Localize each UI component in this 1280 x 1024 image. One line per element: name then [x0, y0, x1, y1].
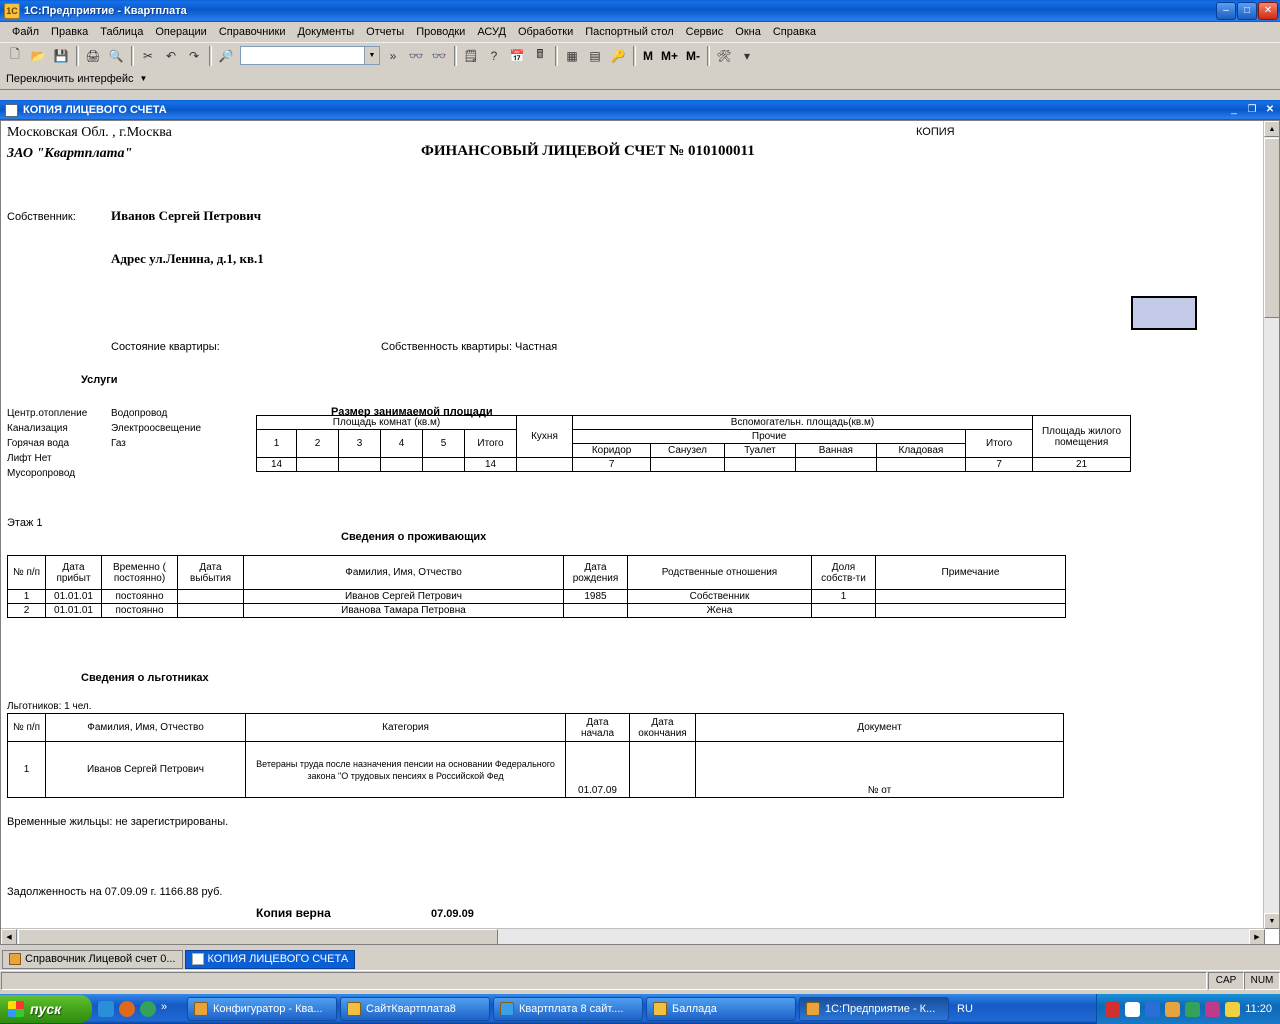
area-kitchen-value — [517, 458, 573, 472]
status-bar — [0, 970, 1280, 990]
calculator-icon[interactable]: 🖩 — [536, 47, 544, 61]
document-icon — [192, 953, 204, 965]
maximize-button[interactable]: □ — [1237, 2, 1257, 20]
res-cell: 01.01.01 — [46, 590, 102, 604]
area-bath-header: Ванная — [796, 444, 877, 458]
ben-col-num: № п/п — [8, 714, 46, 742]
app-icon — [806, 1002, 820, 1016]
area-room-3: 3 — [339, 430, 381, 458]
services-column-1 — [7, 406, 87, 481]
scroll-up-button[interactable]: ▲ — [1264, 121, 1280, 137]
tray-messenger-icon[interactable] — [1145, 1002, 1160, 1017]
tray-clock[interactable]: 11:20 — [1245, 1003, 1272, 1015]
list-icon[interactable]: ▤ — [589, 48, 601, 63]
services-title: Услуги — [81, 374, 118, 386]
temporary-residents: Временные жильцы: не зарегистрированы. — [7, 816, 229, 828]
close-button[interactable]: ✕ — [1258, 2, 1278, 20]
table-grid-icon[interactable]: ▦ — [566, 48, 578, 63]
scroll-left-button[interactable]: ◀ — [1, 929, 17, 945]
services-column-2 — [111, 406, 201, 451]
res-cell: 1 — [8, 590, 46, 604]
system-tray — [1096, 994, 1280, 1024]
menu-item-operations[interactable]: Операции — [155, 25, 207, 38]
tools-icon[interactable]: 🛠 — [716, 48, 732, 63]
benefits-table — [7, 713, 1064, 798]
area-rooms-total-value: 14 — [465, 458, 517, 472]
menu-item-reports[interactable]: Отчеты — [366, 25, 405, 38]
binoculars-icon[interactable]: 👓 — [408, 48, 424, 63]
res-cell: Собственник — [628, 590, 812, 604]
area-bathroom-unit-header: Санузел — [651, 444, 725, 458]
new-document-icon[interactable]: 🗋 — [10, 47, 20, 61]
mdi-minimize-button[interactable]: _ — [1231, 104, 1237, 115]
chevron-down-tools-icon[interactable]: ▾ — [744, 48, 751, 63]
status-message-field — [1, 972, 1207, 990]
area-room-4-value — [381, 458, 423, 472]
ben-col-end: Дата окончания — [630, 714, 696, 742]
area-group-aux: Вспомогательн. площадь(кв.м) — [573, 416, 1033, 430]
menu-item-edit[interactable]: Правка — [51, 25, 89, 38]
apartment-state-label: Состояние квартиры: — [111, 341, 220, 353]
menu-item-asud[interactable]: АСУД — [477, 25, 506, 38]
organization-label: ЗАО "Квартплата" — [7, 146, 133, 161]
print-icon[interactable]: 🖨 — [85, 48, 101, 63]
service-item: Канализация — [7, 423, 68, 434]
ben-col-fio: Фамилия, Имя, Отчество — [46, 714, 246, 742]
benefits-count: Льготников: 1 чел. — [7, 701, 92, 712]
menu-item-passport-desk[interactable]: Паспортный стол — [585, 25, 674, 38]
res-cell — [178, 590, 244, 604]
task-label: СайтКвартплата8 — [366, 1003, 456, 1015]
status-num-indicator: NUM — [1244, 972, 1280, 990]
service-item: Газ — [111, 438, 126, 449]
table-header-row — [8, 556, 1066, 590]
res-cell: постоянно — [102, 604, 178, 618]
browser-icon — [500, 1002, 514, 1016]
res-col-note: Примечание — [876, 556, 1066, 590]
tray-app-icon[interactable] — [1165, 1002, 1180, 1017]
taskbar — [0, 994, 1280, 1024]
menu-item-catalogs[interactable]: Справочники — [218, 25, 286, 38]
res-col-arrival: Дата прибыт — [46, 556, 102, 590]
help-question-icon[interactable]: ? — [490, 48, 498, 63]
benefits-title: Сведения о льготниках — [81, 672, 209, 684]
res-col-temp: Временно ( постоянно) — [102, 556, 178, 590]
tray-sync-icon[interactable] — [1185, 1002, 1200, 1017]
ben-cell: 01.07.09 — [566, 742, 630, 798]
window-tab-label: Справочник Лицевой счет 0... — [25, 953, 176, 965]
task-button-active[interactable] — [799, 997, 949, 1021]
folder-icon — [653, 1002, 667, 1016]
res-cell — [564, 604, 628, 618]
window-tab-copy-account[interactable] — [185, 950, 356, 969]
res-cell: постоянно — [102, 590, 178, 604]
quick-launch-expand-icon[interactable]: » — [161, 1001, 168, 1013]
folder-icon — [347, 1002, 361, 1016]
switch-interface-label[interactable]: Переключить интерфейс — [6, 72, 134, 85]
start-label: пуск — [30, 1001, 62, 1017]
area-corridor-header: Коридор — [573, 444, 651, 458]
area-table — [256, 415, 1131, 472]
table-row — [257, 458, 1131, 472]
interface-switch-toolbar — [0, 68, 1280, 90]
area-bathroom-unit-value — [651, 458, 725, 472]
window-list-bar — [0, 948, 1280, 970]
horizontal-scroll-thumb[interactable] — [18, 929, 498, 945]
service-item: Электроосвещение — [111, 423, 202, 434]
area-room-2: 2 — [297, 430, 339, 458]
app-icon — [194, 1002, 208, 1016]
catalog-icon — [9, 953, 21, 965]
ben-col-start: Дата начала — [566, 714, 630, 742]
vertical-scrollbar[interactable] — [1263, 121, 1279, 929]
res-cell — [812, 604, 876, 618]
table-row — [257, 416, 1131, 430]
tray-network-icon[interactable] — [1125, 1002, 1140, 1017]
windows-flag-icon — [8, 1001, 24, 1017]
scroll-down-button[interactable]: ▼ — [1264, 913, 1280, 929]
menu-item-file[interactable]: Файл — [12, 25, 40, 38]
find-next-icon[interactable]: » — [389, 48, 397, 63]
cut-icon[interactable]: ✂ — [142, 48, 154, 63]
mdi-restore-button[interactable]: ❐ — [1247, 104, 1257, 115]
task-label: Квартплата 8 сайт.... — [519, 1003, 624, 1015]
horizontal-scrollbar[interactable] — [1, 928, 1265, 944]
residents-title: Сведения о проживающих — [341, 531, 487, 543]
save-icon[interactable]: 💾 — [53, 48, 69, 63]
area-rooms-total-header: Итого — [465, 430, 517, 458]
start-button[interactable] — [0, 995, 92, 1023]
res-cell: Иванова Тамара Петровна — [244, 604, 564, 618]
table-header-row — [8, 714, 1064, 742]
selected-cell[interactable] — [1131, 296, 1197, 330]
window-tab-catalog[interactable] — [2, 950, 183, 969]
mdi-child-window — [0, 100, 1280, 940]
area-corridor-value: 7 — [573, 458, 651, 472]
memory-button[interactable]: M — [643, 48, 653, 63]
res-cell: Жена — [628, 604, 812, 618]
mdi-title-bar — [0, 100, 1280, 120]
document-view — [0, 120, 1280, 945]
res-col-share: Доля собств-ти — [812, 556, 876, 590]
memory-plus-button[interactable]: M+ — [661, 48, 679, 63]
area-bath-value — [796, 458, 877, 472]
ben-cell: № от — [696, 742, 1064, 798]
res-cell — [876, 604, 1066, 618]
res-col-birth: Дата рождения — [564, 556, 628, 590]
service-item: Горячая вода — [7, 438, 70, 449]
area-aux-total-value: 7 — [966, 458, 1033, 472]
mdi-close-button[interactable]: ✕ — [1265, 104, 1275, 115]
area-storage-header: Кладовая — [876, 444, 966, 458]
area-room-2-value — [297, 458, 339, 472]
open-folder-icon[interactable]: 📂 — [30, 48, 46, 63]
table-row — [257, 430, 1131, 444]
area-group-rooms: Площадь комнат (кв.м) — [257, 416, 517, 430]
task-label: Конфигуратор - Ква... — [213, 1003, 323, 1015]
copy-valid-label: Копия верна — [256, 906, 331, 920]
service-item: Лифт Нет — [7, 453, 52, 464]
menu-bar — [0, 22, 1280, 42]
service-item: Водопровод — [111, 408, 168, 419]
memory-minus-button[interactable]: M- — [686, 48, 701, 63]
area-storage-value — [876, 458, 966, 472]
res-col-departure: Дата выбытия — [178, 556, 244, 590]
task-label: Баллада — [672, 1003, 717, 1015]
tray-shield-icon[interactable] — [1225, 1002, 1240, 1017]
area-room-1-value: 14 — [257, 458, 297, 472]
ben-cell: Иванов Сергей Петрович — [46, 742, 246, 798]
quick-launch — [92, 1001, 183, 1017]
key-icon[interactable]: 🔑 — [610, 48, 626, 63]
area-toilet-value — [724, 458, 795, 472]
tray-audio-icon[interactable] — [1205, 1002, 1220, 1017]
area-room-5: 5 — [423, 430, 465, 458]
area-room-1: 1 — [257, 430, 297, 458]
app-icon: 1С — [4, 3, 20, 19]
ownership-value: Собственность квартиры: Частная — [381, 341, 558, 353]
menu-item-documents[interactable]: Документы — [297, 25, 355, 38]
main-toolbar — [0, 42, 1280, 68]
res-col-num: № п/п — [8, 556, 46, 590]
task-button[interactable] — [646, 997, 796, 1021]
area-aux-total-header: Итого — [966, 430, 1033, 458]
area-table-title: Размер занимаемой площади — [331, 406, 493, 418]
vertical-scroll-thumb[interactable] — [1264, 138, 1280, 318]
menu-item-postings[interactable]: Проводки — [416, 25, 466, 38]
minimize-button[interactable]: – — [1216, 2, 1236, 20]
copy-mark: КОПИЯ — [916, 126, 955, 138]
chevron-down-icon[interactable]: ▼ — [364, 47, 379, 64]
area-room-3-value — [339, 458, 381, 472]
copy-date: 07.09.09 — [431, 908, 474, 920]
menu-item-processing[interactable]: Обработки — [517, 25, 574, 38]
page-title: ФИНАНСОВЫЙ ЛИЦЕВОЙ СЧЕТ № 010100011 — [421, 143, 755, 159]
area-living-value: 21 — [1033, 458, 1131, 472]
binoculars-alt-icon[interactable]: 👓 — [431, 48, 447, 63]
task-label: 1С:Предприятие - К... — [825, 1003, 936, 1015]
document-icon — [5, 104, 18, 117]
language-indicator[interactable]: RU — [957, 1003, 973, 1015]
res-col-relation: Родственные отношения — [628, 556, 812, 590]
search-combo[interactable] — [240, 46, 380, 65]
menu-item-help[interactable]: Справка — [772, 25, 817, 38]
res-cell — [876, 590, 1066, 604]
res-cell: 01.01.01 — [46, 604, 102, 618]
menu-item-table[interactable]: Таблица — [100, 25, 144, 38]
media-player-icon[interactable] — [140, 1001, 156, 1017]
res-cell — [178, 604, 244, 618]
window-title: 1С:Предприятие - Квартплата — [24, 5, 187, 17]
owner-label: Собственник: — [7, 211, 76, 223]
main-title-bar — [0, 0, 1280, 22]
calendar-icon[interactable]: 📅 — [509, 48, 525, 63]
res-cell: Иванов Сергей Петрович — [244, 590, 564, 604]
chevron-down-icon[interactable]: ▼ — [139, 74, 148, 83]
mdi-window-title: КОПИЯ ЛИЦЕВОГО СЧЕТА — [23, 104, 167, 116]
area-group-other: Прочие — [573, 430, 966, 444]
task-list — [187, 997, 949, 1021]
res-cell: 2 — [8, 604, 46, 618]
task-button[interactable] — [340, 997, 490, 1021]
area-kitchen-header: Кухня — [517, 416, 573, 458]
area-room-5-value — [423, 458, 465, 472]
task-button[interactable] — [493, 997, 643, 1021]
scroll-right-button[interactable]: ▶ — [1249, 929, 1265, 945]
undo-icon[interactable]: ↶ — [165, 48, 177, 63]
redo-icon[interactable]: ↷ — [188, 48, 200, 63]
show-desktop-icon[interactable] — [98, 1001, 114, 1017]
ben-col-document: Документ — [696, 714, 1064, 742]
service-item: Мусоропровод — [7, 468, 76, 479]
ben-col-category: Категория — [246, 714, 566, 742]
ben-cell: Ветераны труда после назначения пенсии на основании Федерального закона "О трудовых пенсиях в Российской Фед — [246, 742, 566, 798]
window-tab-label: КОПИЯ ЛИЦЕВОГО СЧЕТА — [207, 953, 349, 965]
find-icon[interactable]: 🔎 — [218, 48, 234, 63]
print-preview-icon[interactable]: 🔍 — [108, 48, 124, 63]
ben-cell: 1 — [8, 742, 46, 798]
res-cell: 1985 — [564, 590, 628, 604]
address-value: Адрес ул.Ленина, д.1, кв.1 — [111, 251, 264, 266]
res-cell: 1 — [812, 590, 876, 604]
table-row — [8, 604, 1066, 618]
menu-item-service[interactable]: Сервис — [685, 25, 724, 38]
financial-account-document — [1, 121, 1256, 920]
region-label: Московская Обл. , г.Москва — [7, 125, 172, 140]
document-canvas — [1, 121, 1256, 931]
status-caps-indicator: CAP — [1208, 972, 1244, 990]
table-row — [8, 742, 1064, 798]
owner-name: Иванов Сергей Петрович — [111, 208, 262, 223]
browser-icon[interactable] — [119, 1001, 135, 1017]
area-toilet-header: Туалет — [724, 444, 795, 458]
floor-label: Этаж 1 — [7, 517, 43, 529]
service-item: Центр.отопление — [7, 408, 88, 419]
res-col-fio: Фамилия, Имя, Отчество — [244, 556, 564, 590]
residents-table — [7, 555, 1066, 618]
area-room-4: 4 — [381, 430, 423, 458]
debt-line: Задолженность на 07.09.09 г. 1166.88 руб. — [7, 886, 223, 898]
tray-antivirus-icon[interactable] — [1105, 1002, 1120, 1017]
table-row — [8, 590, 1066, 604]
ben-cell — [630, 742, 696, 798]
task-button[interactable] — [187, 997, 337, 1021]
area-group-living: Площадь жилого помещения — [1033, 416, 1131, 458]
copy-sheet-icon[interactable]: 🗒 — [463, 48, 479, 63]
menu-item-windows[interactable]: Окна — [735, 25, 761, 38]
